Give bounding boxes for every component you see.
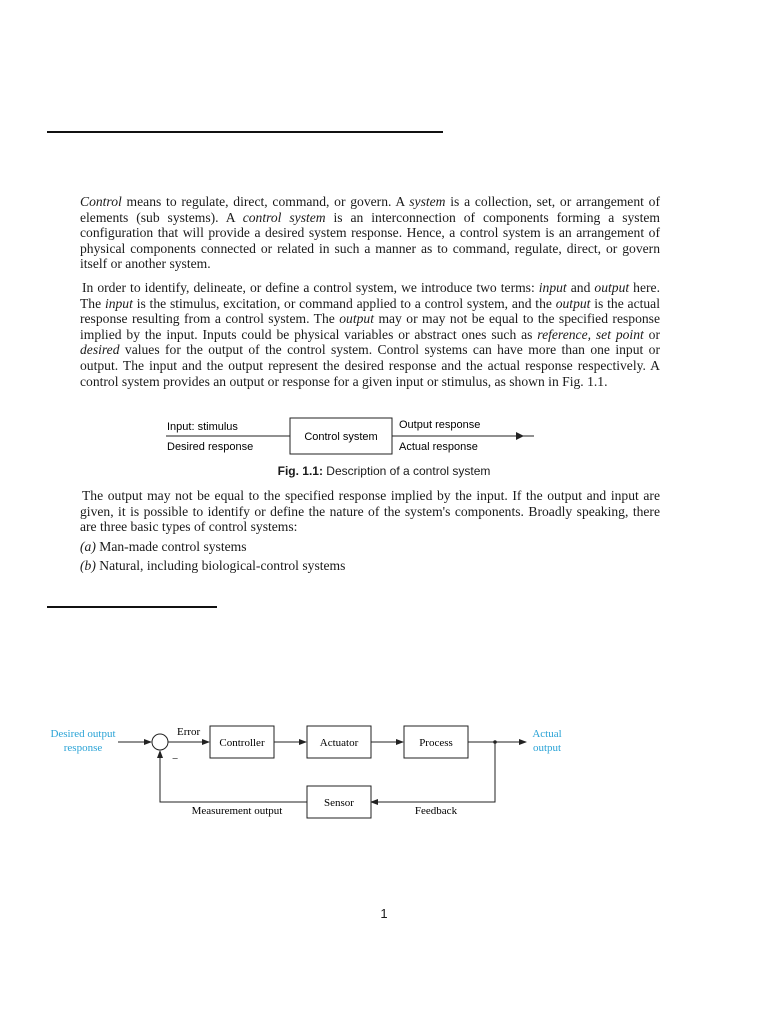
heading-rule-1 xyxy=(47,131,443,133)
control-types-list xyxy=(80,537,345,575)
feedback-block-diagram xyxy=(0,718,768,828)
paragraph-3: The output may not be equal to the specified response implied by the input. If the output and input are given, it is possible to identify or define the nature of the system's components. Broadly speaking, there are three basic types of control systems: xyxy=(80,488,660,535)
fig2-error-label: Error xyxy=(177,726,201,738)
paragraph-1: Control means to regulate, direct, command, or govern. A system is a collection, set, or arrangement of elements (sub systems). A control system is an interconnection of components forming a system configuration that will provide a desired system response. Hence, a control system is an arrangement of physical components connected or related in such a manner as to command, regulate, direct, or govern itself or another system. xyxy=(80,194,660,272)
fig1-input-bottom: Desired response xyxy=(167,441,254,453)
fig2-input-label-2: response xyxy=(63,742,103,754)
fig2-minus-sign: − xyxy=(172,753,179,765)
figure-1-1-diagram xyxy=(0,410,768,462)
fig2-input-label-1: Desired output xyxy=(50,728,116,740)
fig2-controller-label: Controller xyxy=(219,737,265,749)
fig2-feedback-label: Feedback xyxy=(414,805,458,817)
fig2-actuator-label: Actuator xyxy=(319,737,359,749)
fig2-measurement-label: Measurement output xyxy=(191,805,283,817)
fig2-process-label: Process xyxy=(419,737,453,749)
list-item: (b) Natural, including biological-control systems xyxy=(80,558,346,573)
fig1-block-label: Control system xyxy=(304,431,378,443)
paragraph-2: In order to identify, delineate, or define a control system, we introduce two terms: input and output here. The input is the stimulus, excitation, or command applied to a control system, and the output is the actual response resulting from a control system. The output may or may not be equal to the specified response implied by the input. Inputs could be physical variables or abstract ones such as reference, set point or desired values for the output of the control system. Control systems can have more than one input or output. The input and the output represent the desired response and the actual response respectively. A control system provides an output or response for a given input or stimulus, as shown in Fig. 1.1. xyxy=(80,280,660,389)
page-number: 1 xyxy=(380,906,388,921)
fig2-sensor-label: Sensor xyxy=(324,797,354,809)
summing-junction xyxy=(152,734,168,750)
fig1-output-bottom: Actual response xyxy=(399,441,478,453)
heading-rule-2 xyxy=(47,606,217,608)
fig1-input-top: Input: stimulus xyxy=(167,421,238,433)
fig2-output-label-2: output xyxy=(532,742,562,754)
list-item: (a) Man-made control systems xyxy=(80,539,247,554)
figure-1-1-caption: Fig. 1.1: Description of a control system xyxy=(277,464,491,478)
p1-term: Control xyxy=(80,194,122,209)
fig2-output-label-1: Actual xyxy=(532,728,562,740)
fig1-output-top: Output response xyxy=(399,419,481,431)
